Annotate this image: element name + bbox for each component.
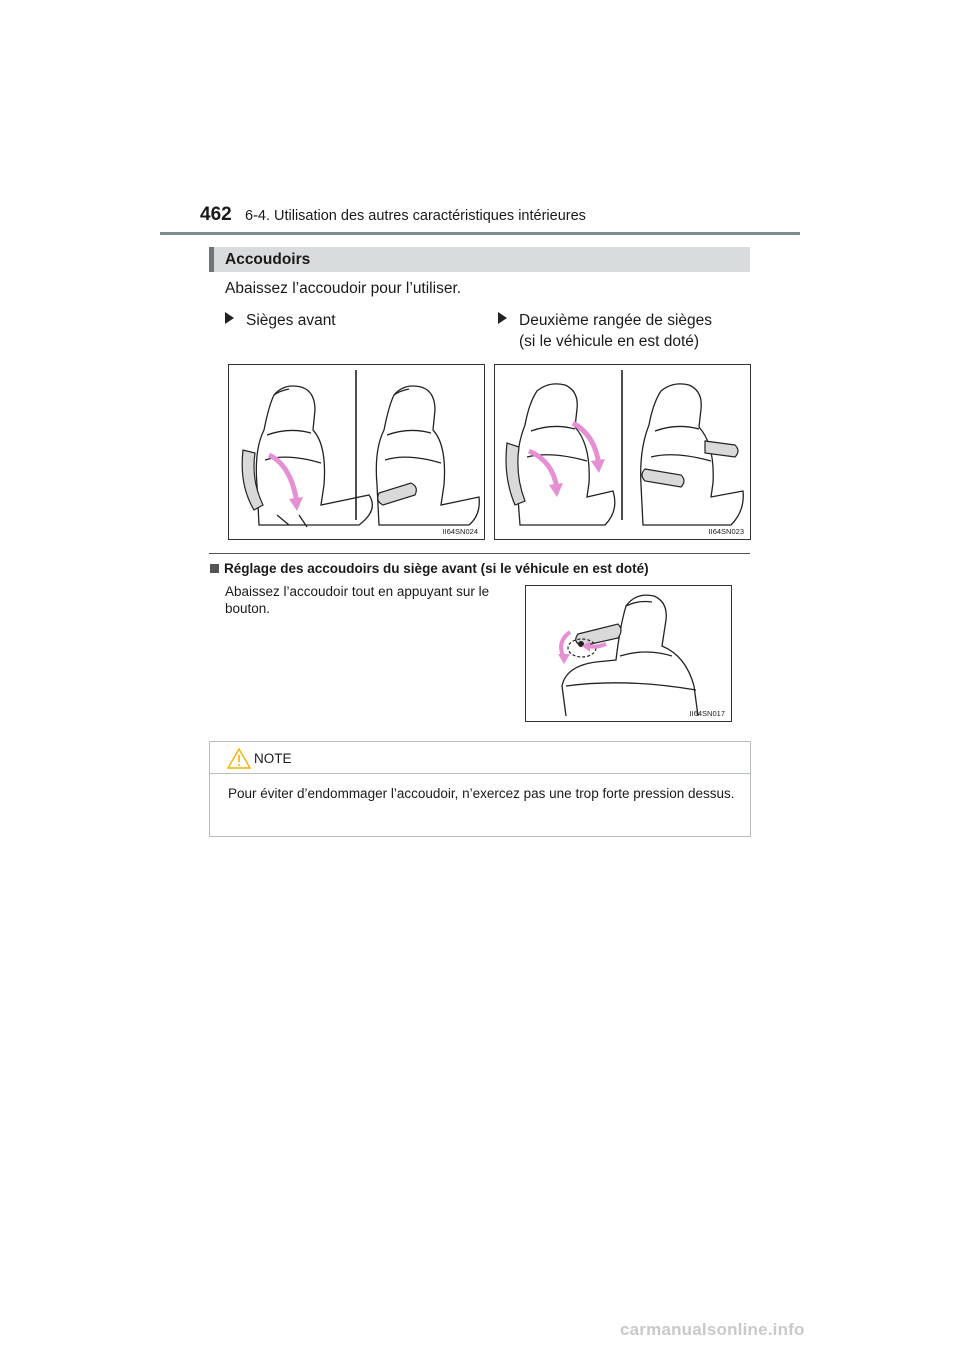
arrowhead-icon [591,459,605,473]
arrowhead-icon [558,654,570,664]
note-text: Pour éviter d’endommager l’accoudoir, n’exercez pas une trop forte pression dessus. [228,786,735,801]
square-bullet-icon [210,564,219,573]
section-header-bar [209,247,750,272]
note-box [209,741,751,837]
page-number: 462 [200,204,232,225]
arrowhead-icon [549,483,563,497]
chapter-title: 6-4. Utilisation des autres caractéristiques intérieures [245,208,586,224]
section-intro: Abaissez l’accoudoir pour l’utiliser. [225,280,462,297]
caption-second-row-line2: (si le véhicule en est doté) [519,333,700,350]
figure-second-row-seats [494,364,751,540]
front-seats-illustration [229,365,484,539]
watermark: carmanualsonline.info [620,1320,805,1339]
section-title: Accoudoirs [225,251,311,268]
armrest-raised [506,443,525,505]
note-label: NOTE [254,751,292,766]
subsection-heading [210,561,649,576]
subsection-text: Abaissez l’accoudoir tout en appuyant sur le bouton. [225,584,490,616]
figure-code: II64SN017 [689,709,725,718]
second-row-seats-illustration [495,365,750,539]
far-armrest [705,441,738,457]
rotate-arrow-icon [529,451,557,489]
armrest-lowered [378,483,417,505]
section-accent [209,247,214,272]
caption-front-text: Sièges avant [246,312,336,329]
figure-front-seats [228,364,485,540]
arrowhead-icon [289,497,303,511]
triangle-bullet-icon [498,312,507,324]
figure-code: II64SN023 [708,527,744,536]
adjust-armrest-illustration [526,586,731,721]
armrest-raised [242,450,263,510]
subsection-divider [209,553,750,554]
caption-second-row [498,310,746,352]
warning-triangle-icon [227,748,251,769]
armrest-lowered [642,469,684,487]
caption-second-row-line1: Deuxième rangée de sièges [519,312,713,329]
header-divider [160,232,800,235]
figure-code: II64SN024 [442,527,478,536]
note-header [210,742,750,774]
caption-front-seats [225,310,336,331]
figure-adjust-armrest [525,585,732,722]
subsection-heading-text: Réglage des accoudoirs du siège avant (si le véhicule en est doté) [224,561,649,576]
rotate-arrow-icon [269,455,297,503]
triangle-bullet-icon [225,312,234,324]
